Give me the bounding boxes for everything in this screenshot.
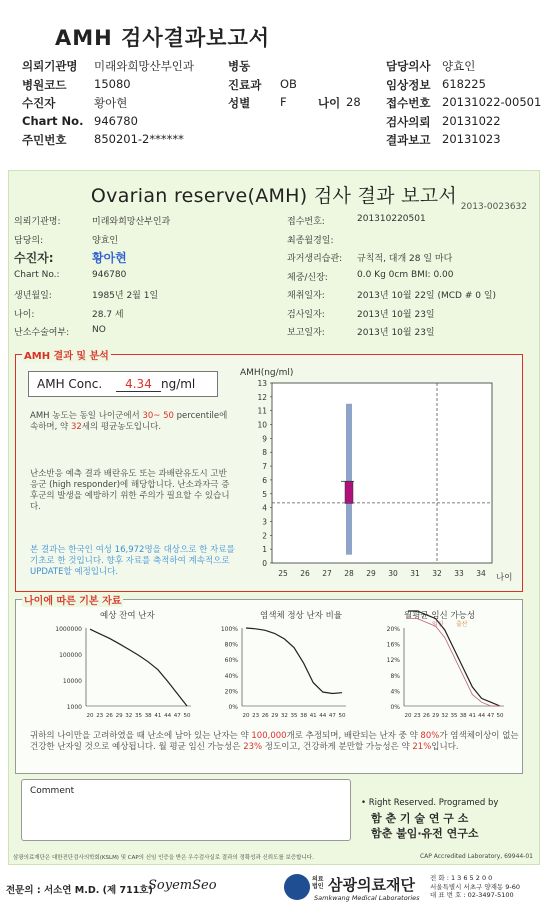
basic-section-label: 나이에 따른 기본 자료 [22, 592, 123, 607]
x-tick-label: 47 [173, 713, 181, 719]
rights-text: • Right Reserved. Programed by [361, 798, 499, 808]
info-value: 0.0 Kg 0cm BMI: 0.00 [357, 269, 454, 280]
y-tick-label: 10000 [62, 678, 82, 685]
y-tick-label: 7 [262, 462, 267, 472]
comment-box [21, 779, 351, 841]
logo-name: 삼광의료재단 [328, 876, 415, 894]
amh-response-text: 난소반응 예측 결과 배란유도 또는 과배란유도시 고반응군 (high responder)에 해당합니다. 난소과자극 증후군의 발생을 예방하기 위한 주의가 필요할 수 있습니다. [30, 469, 230, 512]
header-label: 수진자 [22, 96, 56, 110]
y-tick-label: 8% [390, 672, 400, 680]
header-value: 20131022 [442, 113, 501, 128]
x-tick-label: 23 [252, 713, 260, 719]
x-tick-label: 25 [278, 569, 288, 578]
x-axis-label: 나이 [496, 573, 513, 583]
info-value: 1985년 2월 1일 [92, 291, 159, 301]
amh-percentile-text: AMH 농도는 동일 나이군에서 30~ 50 percentile에 속하며, 약 32세의 평균농도입니다. [30, 411, 228, 432]
info-label: 나이: [14, 309, 35, 320]
x-tick-label: 26 [300, 569, 310, 578]
header-value: F [280, 95, 287, 109]
x-tick-label: 23 [96, 713, 104, 719]
info-value: 28.7 세 [92, 309, 124, 320]
signer: 전문의 : 서소연 M.D. (제 711호) [6, 885, 153, 896]
x-tick-label: 20 [242, 713, 250, 719]
x-tick-label: 41 [468, 713, 476, 719]
header-value: 20131022-00501 [442, 95, 542, 109]
y-tick-label: 1000 [66, 704, 82, 711]
y-tick-label: 80% [224, 641, 238, 649]
x-tick-label: 29 [432, 713, 440, 719]
org-line-1: 함 춘 기 술 연 구 소 [371, 812, 469, 825]
y-tick-label: 5 [262, 489, 267, 499]
header-label: 결과보고 [386, 133, 431, 147]
logo-small: 의료법인 [312, 876, 324, 890]
x-tick-label: 35 [135, 713, 142, 719]
x-tick-label: 23 [413, 713, 421, 719]
chart-title: 월평균 임신 가능성 [404, 611, 476, 621]
x-tick-label: 41 [309, 713, 317, 719]
info-label: 의뢰기관명: [14, 217, 61, 227]
basic-summary-text: 귀하의 나이만을 고려하였을 때 난소에 남아 있는 난자는 약 100,000개로 추정되며, 배란되는 난자 중 약 80%가 염색체이상이 없는 건강한 난자일 것으로 예상됩니다. 월 평균 임신 가능성은 23% 정도이고, 건강하게 분만할 가능성은 약 21%입니다. [30, 731, 519, 752]
y-tick-label: 4% [390, 688, 400, 696]
header-value: 20131023 [442, 132, 501, 146]
y-tick-label: 100% [220, 626, 238, 633]
x-tick-label: 35 [290, 713, 298, 719]
x-tick-label: 41 [154, 713, 162, 719]
x-tick-label: 26 [422, 713, 430, 719]
y-axis-label: AMH(ng/ml) [240, 368, 294, 378]
info-value: 양효인 [92, 235, 119, 246]
series-line [408, 619, 500, 706]
amh-conc-label: AMH Conc. [37, 377, 103, 391]
x-tick-label: 27 [322, 569, 332, 578]
info-value: 미래와희망산부인과 [92, 217, 171, 227]
amh-result-section [15, 351, 523, 592]
y-tick-label: 6 [262, 475, 267, 485]
header-label: 진료과 [228, 77, 262, 92]
x-tick-label: 26 [261, 713, 269, 719]
contact-main: 대 표 번 호 : 02-3497-5100 [430, 891, 514, 899]
header-value: 28 [346, 95, 361, 109]
x-tick-label: 50 [496, 713, 504, 719]
header-label: 병동 [228, 59, 251, 73]
info-label: 과거생리습관: [287, 254, 343, 264]
x-tick-label: 38 [459, 713, 467, 719]
x-tick-label: 32 [432, 569, 442, 578]
info-value: 2013년 10월 23일 [357, 309, 435, 320]
info-value: 946780 [92, 269, 127, 280]
x-tick-label: 30 [388, 569, 398, 578]
info-label: 검사일자: [287, 309, 325, 320]
y-tick-label: 100000 [59, 652, 82, 659]
x-tick-label: 32 [280, 713, 288, 719]
header-value: 미래와희망산부인과 [94, 59, 194, 73]
x-tick-label: 29 [366, 569, 376, 578]
y-tick-label: 12% [386, 657, 400, 665]
logo-en: Samkwang Medical Laboratories [314, 894, 420, 902]
y-tick-label: 4 [262, 503, 267, 513]
y-tick-label: 16% [386, 641, 400, 649]
amh-conc-box [28, 371, 218, 397]
report-panel [8, 170, 540, 865]
y-tick-label: 20% [386, 626, 400, 633]
plot-area [272, 383, 492, 563]
age-charts [20, 606, 520, 736]
header-label: Chart No. [22, 113, 84, 128]
report-number: 2013-0023632 [460, 202, 527, 212]
x-tick-label: 20 [404, 713, 412, 719]
y-tick-label: 8 [262, 448, 267, 458]
y-tick-label: 1000000 [55, 626, 82, 633]
amh-conc-value: 4.34 [116, 377, 161, 392]
x-tick-label: 38 [300, 713, 308, 719]
legend-b: 출산 [456, 621, 468, 628]
header-value: 15080 [94, 76, 131, 91]
header-value: OB [280, 76, 297, 91]
x-tick-label: 44 [319, 713, 327, 719]
x-tick-label: 47 [328, 713, 336, 719]
info-label: 접수번호: [287, 217, 325, 227]
info-label: Chart No.: [14, 269, 60, 280]
x-tick-label: 32 [441, 713, 449, 719]
header-value: 946780 [94, 113, 138, 128]
whisker-bar [346, 404, 352, 555]
info-label: 최종월경일: [287, 235, 334, 246]
contact-address: 서울특별시 서초구 양재동 9-60 [430, 882, 521, 891]
y-tick-label: 40% [224, 672, 238, 680]
report-title: Ovarian reserve(AMH) 검사 결과 보고서 [90, 185, 458, 207]
info-value: 황아현 [92, 251, 127, 265]
legend-a: 임신 [432, 621, 444, 628]
info-label: 채취일자: [287, 291, 325, 301]
x-tick-label: 50 [183, 713, 191, 719]
x-tick-label: 26 [105, 713, 113, 719]
info-label: 생년월일: [14, 291, 52, 301]
x-tick-label: 29 [271, 713, 279, 719]
x-tick-label: 33 [454, 569, 464, 578]
signature: SoyemSeo [148, 878, 217, 893]
x-tick-label: 35 [450, 713, 458, 719]
x-tick-label: 44 [478, 713, 486, 719]
x-tick-label: 47 [487, 713, 495, 719]
header-label: 검사의뢰 [386, 114, 431, 129]
y-tick-label: 10 [257, 420, 267, 430]
contact-tel: 전 화 : 1 3 6 5 2 0 0 [430, 874, 493, 882]
comment-label: Comment [30, 786, 75, 796]
header-value: 618225 [442, 76, 486, 91]
amh-section-label: AMH 결과 및 분석 [22, 347, 111, 362]
info-label: 보고일자: [287, 328, 325, 338]
x-tick-label: 34 [476, 569, 486, 578]
cert-text: 삼광의료재단은 대한진단검사의학회(KSLM) 및 CAP의 신임 인증을 받은 우수검사실로 결과의 정확성과 신뢰도를 보증합니다. [13, 855, 314, 861]
header-label: 담당의사 [386, 59, 431, 73]
header-label: 나이 [318, 96, 341, 110]
header-label: 의뢰기관명 [22, 59, 78, 73]
info-value: 2013년 10월 22일 (MCD # 0 일) [357, 291, 497, 301]
chart-title: 염색체 정상 난자 비율 [260, 611, 343, 621]
y-tick-label: 0% [228, 704, 238, 711]
y-tick-label: 2 [262, 531, 267, 541]
x-tick-label: 31 [410, 569, 420, 578]
info-label: 담당의: [14, 235, 44, 246]
y-tick-label: 1 [262, 545, 267, 555]
x-tick-label: 29 [115, 713, 123, 719]
logo-icon [284, 874, 310, 900]
x-tick-label: 28 [344, 569, 354, 578]
info-label: 수진자: [14, 251, 54, 265]
x-tick-label: 32 [125, 713, 133, 719]
y-tick-label: 13 [257, 379, 267, 388]
y-tick-label: 60% [224, 657, 238, 665]
header-value: 양효인 [442, 59, 476, 73]
info-label: 체중/신장: [287, 272, 328, 283]
basic-data-section [15, 596, 523, 774]
amh-note-text: 본 결과는 한국인 여성 16,972명을 대상으로 한 자료를 기초로 한 것입니다. 향후 자료를 축적하여 계속적으로 UPDATE할 예정입니다. [30, 545, 235, 577]
footer [0, 866, 546, 924]
iqr-box [345, 481, 353, 503]
info-value: NO [92, 325, 106, 335]
contact [430, 874, 520, 900]
amh-chart [230, 363, 520, 589]
x-tick-label: 20 [86, 713, 94, 719]
y-tick-label: 9 [262, 434, 267, 444]
info-value: 규칙적, 대개 28 일 마다 [357, 254, 453, 264]
series-line [246, 628, 342, 694]
header-label: 주민번호 [22, 133, 67, 147]
chart-title: 예상 잔여 난자 [100, 611, 155, 621]
x-tick-label: 44 [164, 713, 172, 719]
header-label: 병원코드 [22, 77, 67, 92]
series-line [90, 629, 187, 706]
x-tick-label: 38 [144, 713, 152, 719]
header-label: 접수번호 [386, 96, 431, 110]
y-tick-label: 0 [262, 559, 267, 568]
y-tick-label: 3 [262, 517, 267, 527]
info-value: 201310220501 [357, 214, 426, 224]
info-value: 2013년 10월 23일 [357, 328, 435, 338]
header-label: 성별 [228, 96, 251, 110]
info-label: 난소수술여부: [14, 328, 70, 338]
header-label: 임상정보 [386, 77, 431, 92]
y-tick-label: 0% [390, 704, 400, 711]
y-tick-label: 20% [224, 688, 238, 696]
y-tick-label: 11 [257, 406, 267, 416]
amh-conc-unit: ng/ml [160, 377, 196, 391]
series-line [408, 611, 500, 706]
header-value: 황아현 [94, 96, 128, 110]
org-line-2: 함춘 불임·유전 연구소 [371, 827, 479, 840]
header-value: 850201-2****** [94, 132, 184, 146]
y-tick-label: 12 [257, 392, 267, 402]
x-tick-label: 50 [338, 713, 346, 719]
cap-text: CAP Accredited Laboratory, 69944-01 [419, 853, 533, 860]
page-title: AMH 검사결과보고서 [55, 26, 271, 50]
